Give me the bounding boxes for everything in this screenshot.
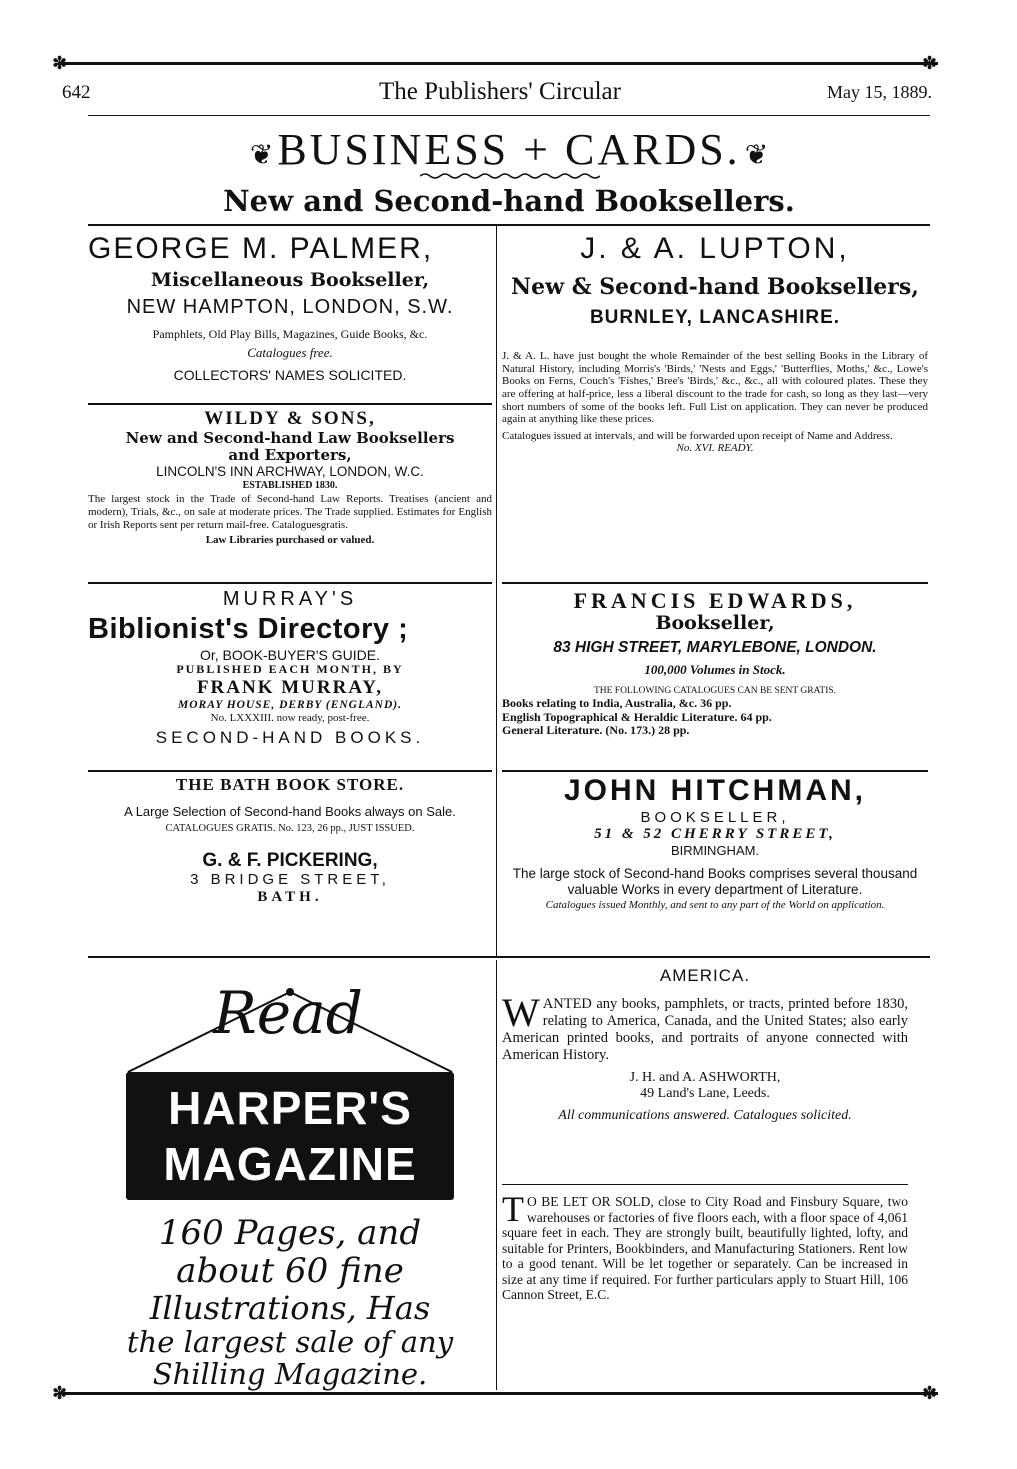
middle-rule xyxy=(88,956,930,958)
fleuron-right-icon: ❦ xyxy=(744,140,769,171)
lupton-body: J. & A. L. have just bought the whole Remainder of the best selling Books in the Library of Natural History, including Morris's 'Birds,' 'Nests and Eggs,' 'Butterflies, Moths,' &c., Lowe's Books on Ferns, Couch's 'Fishes,' Bree's 'Birds,' &c., &c., all with coloured plates. These they are offering at half-price, less a liberal discount to the trade for cash, so long as they last—very short numbers of some of the books left. Full List on application. They can never be produced again at anything like these prices. xyxy=(502,350,928,426)
murray-subtitle: Or, BOOK-BUYER'S GUIDE. xyxy=(199,647,381,663)
america-heading: AMERICA. xyxy=(659,966,751,985)
page-number: 642 xyxy=(62,82,91,103)
murray-publisher: FRANK MURRAY, xyxy=(196,676,384,698)
hitchman-name: JOHN HITCHMAN, xyxy=(564,774,866,807)
ornament-left-top: ✽ xyxy=(52,53,68,73)
edwards-catalogue-india: Books relating to India, Australia, &c. 36 pp. xyxy=(502,695,732,710)
wildy-established: ESTABLISHED 1830. xyxy=(242,479,338,491)
lupton-ready: No. XVI. READY. xyxy=(676,442,754,455)
palmer-catalogues: Catalogues free. xyxy=(247,344,333,360)
wildy-body: The largest stock in the Trade of Second-hand Law Reports. Treatises (ancient and modern), Trials, &c., on sale at moderate prices. The Trade supplied. Estimates for English or Irish Reports sent per return mail-free. Cataloguesgratis. xyxy=(88,493,492,531)
wildy-address: LINCOLN'S INN ARCHWAY, LONDON, W.C. xyxy=(156,464,424,480)
column-divider xyxy=(496,226,497,956)
america-dropcap: W xyxy=(502,989,540,1035)
edwards-catalogue-general: General Literature. (No. 173.) 28 pp. xyxy=(502,723,690,738)
murray-published: PUBLISHED EACH MONTH, BY xyxy=(176,662,404,677)
wildy-trade: New and Second-hand Law Booksellers xyxy=(125,428,455,447)
column-divider-lower xyxy=(496,960,497,1390)
lupton-name: J. & A. LUPTON, xyxy=(580,232,850,265)
america-note: All communications answered. Catalogues solicited. xyxy=(558,1107,852,1123)
america-card xyxy=(502,966,908,1124)
bath-card xyxy=(88,775,492,906)
bath-catalogues: CATALOGUES GRATIS. No. 123, 26 pp., JUST ISSUED. xyxy=(165,823,415,835)
to-let-card xyxy=(502,1189,908,1303)
america-rule xyxy=(502,1184,908,1185)
to-let-dropcap: T xyxy=(502,1189,524,1229)
lupton-card xyxy=(502,228,928,455)
page-title xyxy=(88,124,930,175)
edwards-catalogue-topographical: English Topographical & Heraldic Literature. 64 pp. xyxy=(502,709,772,724)
palmer-address: NEW HAMPTON, LONDON, S.W. xyxy=(126,295,454,318)
ornament-right-bottom: ✽ xyxy=(922,1383,938,1403)
harpers-sign-line2: MAGAZINE xyxy=(163,1138,417,1190)
murray-name: MURRAY'S xyxy=(222,588,358,610)
murray-directory-title: Biblionist's Directory ; xyxy=(88,613,409,645)
bath-firm: G. & F. PICKERING, xyxy=(202,849,378,871)
america-address: 49 Land's Lane, Leeds. xyxy=(640,1085,770,1101)
journal-title: The Publishers' Circular xyxy=(379,78,621,105)
bath-body: A Large Selection of Second-hand Books always on Sale. xyxy=(124,803,456,819)
harpers-sign-line1: HARPER'S xyxy=(168,1082,412,1134)
murray-footer: SECOND-HAND BOOKS. xyxy=(155,727,425,747)
to-let-body: O BE LET OR SOLD, close to City Road and Finsbury Square, two warehouses or factories of five floors each, with a floor space of 4,061 square feet in each. They are strongly built, beautifully lighted, lofty, and suitable for Printers, Bookbinders, and Manufacturing Stationers. Rent low to a good tenant. Will be let together or separately. Can be increased in size at any time if required. For further particulars apply to Stuart Hill, 106 Cannon Street, E.C. xyxy=(502,1194,908,1302)
murray-rule xyxy=(88,770,492,772)
bath-name: THE BATH BOOK STORE. xyxy=(175,775,405,794)
top-border-rule xyxy=(58,62,938,65)
wildy-trade-exporters: and Exporters, xyxy=(228,446,352,465)
hitchman-body: The large stock of Second-hand Books comprises several thousand valuable Works in every department of Literature. xyxy=(512,866,918,897)
hitchman-city: BIRMINGHAM. xyxy=(670,842,760,858)
page-subtitle: New and Second-hand Booksellers. xyxy=(223,184,795,218)
wildy-card xyxy=(88,408,492,547)
header-rule xyxy=(88,115,930,116)
palmer-collectors: COLLECTORS' NAMES SOLICITED. xyxy=(173,366,407,383)
ornament-right-top: ✽ xyxy=(922,53,938,73)
wildy-name: WILDY & SONS, xyxy=(204,408,376,429)
wildy-rule xyxy=(88,582,492,584)
murray-issue: No. LXXXIII. now ready, post-free. xyxy=(210,711,370,724)
to-let-body-block xyxy=(502,1189,908,1303)
lupton-trade: New & Second-hand Booksellers, xyxy=(511,274,919,300)
murray-card xyxy=(88,588,492,747)
harpers-script-line3: Illustrations, Has xyxy=(149,1289,431,1327)
title-wavy-rule xyxy=(420,172,600,180)
palmer-card xyxy=(88,228,492,383)
harpers-script-line4: the largest sale of any xyxy=(126,1325,454,1359)
ornament-left-bottom: ✽ xyxy=(52,1383,68,1403)
edwards-name: FRANCIS EDWARDS, xyxy=(573,588,857,613)
wildy-libraries: Law Libraries purchased or valued. xyxy=(205,534,375,547)
murray-address: MORAY HOUSE, DERBY (ENGLAND). xyxy=(178,698,402,711)
edwards-rule xyxy=(502,770,928,772)
business-cards-title: BUSINESS + CARDS. xyxy=(277,125,741,174)
bath-city: BATH. xyxy=(257,888,323,905)
edwards-trade: Bookseller, xyxy=(655,612,775,635)
edwards-intro: THE FOLLOWING CATALOGUES CAN BE SENT GRATIS. xyxy=(593,685,837,696)
hitchman-note: Catalogues issued Monthly, and sent to any part of the World on application. xyxy=(545,899,885,912)
bath-address: 3 BRIDGE STREET, xyxy=(190,871,390,889)
lupton-rule xyxy=(502,582,928,584)
harpers-script-line2: about 60 fine xyxy=(176,1251,404,1291)
palmer-stock: Pamphlets, Old Play Bills, Magazines, Guide Books, &c. xyxy=(152,326,428,341)
hitchman-address: 51 & 52 CHERRY STREET, xyxy=(594,826,836,843)
hitchman-trade: BOOKSELLER, xyxy=(640,809,790,826)
edwards-stock: 100,000 Volumes in Stock. xyxy=(644,661,786,677)
harpers-script-line1: 160 Pages, and xyxy=(158,1213,422,1253)
america-name: J. H. and A. ASHWORTH, xyxy=(629,1069,781,1085)
palmer-name: GEORGE M. PALMER, xyxy=(88,232,434,265)
america-body-block xyxy=(502,989,908,1064)
bottom-border-rule xyxy=(58,1392,938,1395)
hitchman-card xyxy=(502,773,928,912)
edwards-address: 83 HIGH STREET, MARYLEBONE, LONDON. xyxy=(553,639,877,657)
palmer-trade: Miscellaneous Bookseller, xyxy=(150,269,430,291)
harpers-advert xyxy=(88,962,492,1390)
lupton-address: BURNLEY, LANCASHIRE. xyxy=(589,307,841,328)
harpers-script-line5: Shilling Magazine. xyxy=(152,1357,428,1391)
title-rule xyxy=(88,224,930,226)
fleuron-left-icon: ❦ xyxy=(249,140,274,171)
america-body: ANTED any books, pamphlets, or tracts, printed before 1830, relating to America, Canada, and the United States; also early American printed books, and portraits of anyone connected with American History. xyxy=(502,995,908,1063)
edwards-card xyxy=(502,588,928,738)
harpers-read-script: Read xyxy=(213,979,363,1047)
lupton-catalogues: Catalogues issued at intervals, and will be forwarded upon receipt of Name and Address. xyxy=(502,429,893,442)
palmer-rule xyxy=(88,403,492,405)
issue-date: May 15, 1889. xyxy=(827,82,932,102)
